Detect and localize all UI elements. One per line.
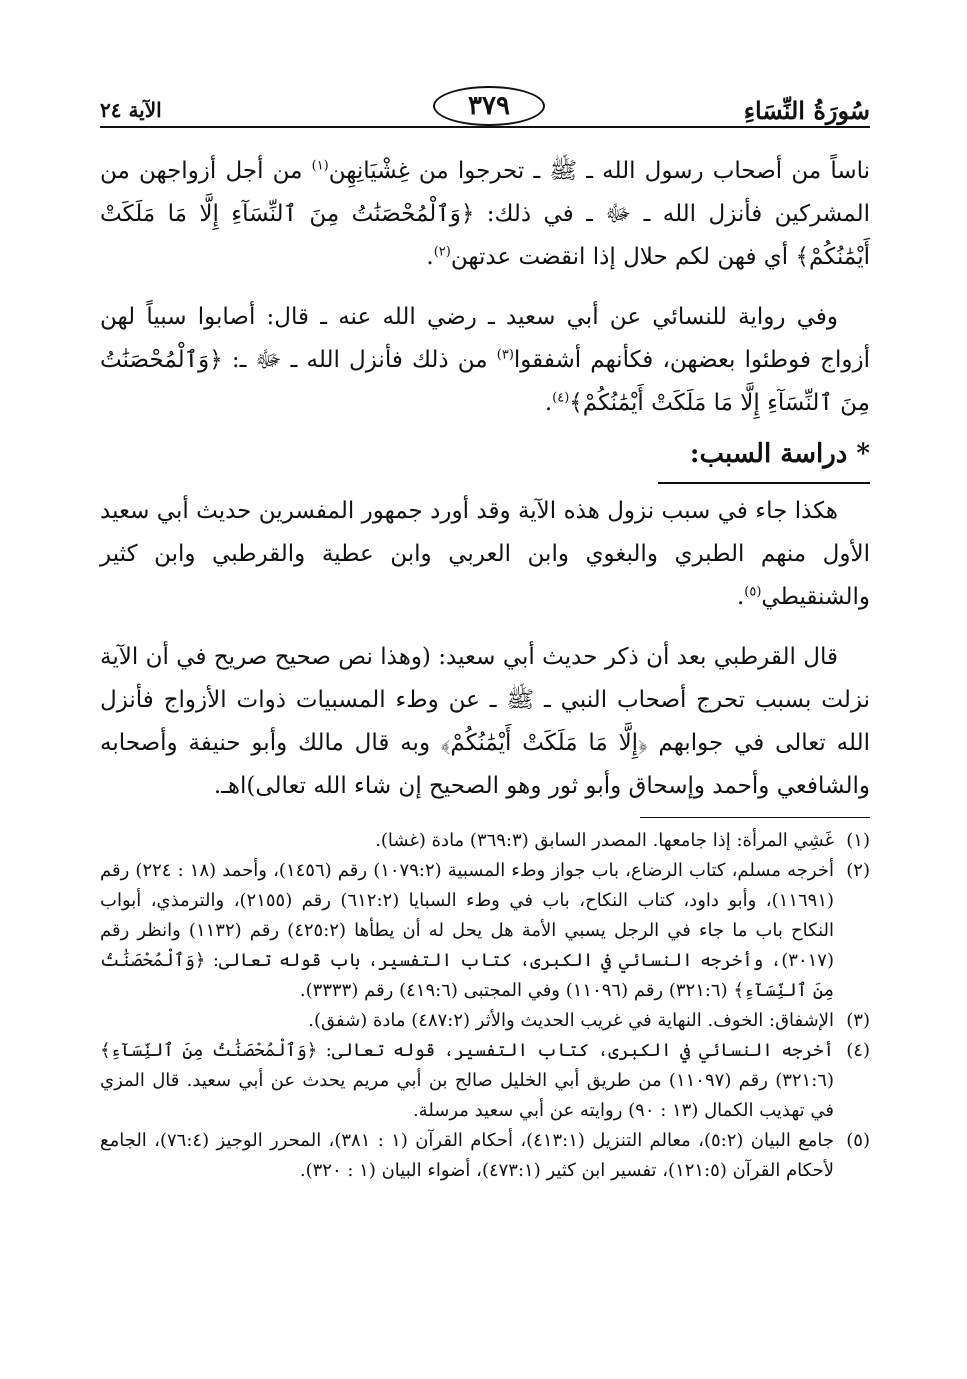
section-heading: * دراسة السبب: [689, 439, 870, 469]
text-run: ناساً من أصحاب رسول الله ـ ﷺ ـ تحرجوا من غِشْيَانِهِن [328, 158, 871, 184]
footnote-divider [640, 817, 870, 818]
footnote-text: جامع البيان (٥:٢)، معالم التنزيل (٤١٣:١)، أحكام القرآن (١ : ٣٨١)، المحرر الوجيز (٧٦:٤)، الجامع لأحكام القرآن (١٢١:٥)، تفسير ابن كثير (٤٧٣:١)، أضواء البيان (١ : ٣٢٠). [100, 1130, 835, 1181]
footnote-number: (٢) [846, 860, 870, 881]
main-text-bottom [100, 490, 870, 825]
footnote-ref[interactable]: (٥) [744, 584, 762, 600]
footnote-ref[interactable]: (٤) [552, 390, 570, 406]
footnote-number: (١) [846, 830, 870, 851]
surah-title: سُورَةُ النِّسَاءِ [743, 96, 870, 125]
footnote [100, 856, 870, 1006]
text-run: قال القرطبي بعد أن ذكر حديث أبي سعيد: (وهذا نص صحيح صريح في أن الآية نزلت بسبب تحرج أصحاب النبي ـ ﷺ ـ عن وطء المسبيات ذوات الأزواج فأنزل الله تعالى في جوابهم ﴿إِلَّا مَا مَلَكَتْ أَيْمَٰنُكُمْ﴾ وبه قال مالك وأبو حنيفة وأصحابه والشافعي وأحمد وإسحاق وأبو ثور وهو الصحيح إن شاء الله تعالى)اهـ. [100, 644, 870, 799]
text-run: . [736, 584, 745, 610]
footnote-number: (٣) [846, 1010, 870, 1031]
footnote-ref[interactable]: (٢) [433, 244, 451, 260]
text-run: . [544, 390, 553, 416]
footnote [100, 826, 870, 856]
page-header [100, 78, 870, 140]
footnote-text: الإشفاق: الخوف. النهاية في غريب الحديث والأثر (٤٨٧:٢) مادة (شفق). [308, 1010, 834, 1031]
text-run: من ذلك فأنزل الله ـ ﷻ ـ: ﴿وَٱلْمُحْصَنَٰتُ مِنَ ٱلنِّسَآءِ إِلَّا مَا مَلَكَتْ أَيْمَٰنُكُمْ﴾ [100, 347, 870, 416]
paragraph [100, 296, 870, 425]
footnote [100, 1006, 870, 1036]
footnotes [100, 826, 870, 1186]
text-run: وفي رواية للنسائي عن أبي سعيد ـ رضي الله عنه ـ قال: أصابوا سبياً لهن أزواج فوطئوا بعضهن، فكأنهم أشفقوا [100, 304, 870, 373]
header-divider [100, 126, 870, 128]
footnote [100, 1036, 870, 1126]
paragraph [100, 150, 870, 279]
footnote-text: أخرجه النسائي في الكبرى، كتاب التفسير، قوله تعالى: ﴿وَٱلْمُحْصَنَٰتُ مِنَ ٱلنِّسَآءِ﴾ (٣٢١:٦) رقم (١١٠٩٧) من طريق أبي الخليل صالح بن أبي مريم يحدث عن أبي سعيد. قال المزي في تهذيب الكمال (١٣ : ٩٠) روايته عن أبي سعيد مرسلة. [100, 1040, 834, 1121]
text-run: هكذا جاء في سبب نزول هذه الآية وقد أورد جمهور المفسرين حديث أبي سعيد الأول منهم الطبري والبغوي وابن العربي وابن عطية والقرطبي وابن كثير والشنقيطي [100, 498, 870, 610]
text-run: . [426, 244, 434, 270]
footnote-number: (٤) [846, 1040, 870, 1061]
text-run: من أجل أزواجهن من المشركين فأنزل الله ـ ﷻ ـ في ذلك: ﴿وَٱلْمُحْصَنَٰتُ مِنَ ٱلنِّسَآءِ إِلَّا مَا مَلَكَتْ أَيْمَٰنُكُمْ﴾ أي فهن لكم حلال إذا انقضت عدتهن [100, 158, 870, 270]
section-heading-underline [658, 482, 870, 484]
footnote-ref[interactable]: (٣) [496, 347, 514, 363]
ayah-label: الآية ٢٤ [100, 98, 162, 122]
page-number: ٣٧٩ [433, 86, 545, 126]
paragraph [100, 490, 870, 619]
paragraph [100, 636, 870, 808]
footnote-number: (٥) [846, 1130, 870, 1151]
footnote-ref[interactable]: (١) [311, 158, 329, 174]
main-text-top [100, 150, 870, 442]
footnote-text: غَشِي المرأة: إذا جامعها. المصدر السابق (٣٦٩:٣) مادة (غشا). [375, 830, 834, 851]
footnote [100, 1126, 870, 1186]
footnote-text: أخرجه مسلم، كتاب الرضاع، باب جواز وطء المسبية (١٠٧٩:٢) رقم (١٤٥٦)، وأحمد (١٨ : ٢٢٤) رقم (١١٦٩١)، وأبو داود، كتاب النكاح، باب في وطء السبايا (٦١٢:٢) رقم (٢١٥٥)، والترمذي، أبواب النكاح باب ما جاء في الرجل يسبي الأمة هل يحل له أن يطأها (٤٢٥:٢) رقم (١١٣٢) وانظر رقم (٣٠١٧)، وأخرجه النسائي في الكبرى، كتاب التفسير، باب قوله تعالى: ﴿وَٱلْمُحْصَنَٰتُ مِنَ ٱلنِّسَآءِ﴾ (٣٢١:٦) رقم (١١٠٩٦) وفي المجتبى (٤١٩:٦) رقم (٣٣٣٣). [100, 860, 835, 1001]
